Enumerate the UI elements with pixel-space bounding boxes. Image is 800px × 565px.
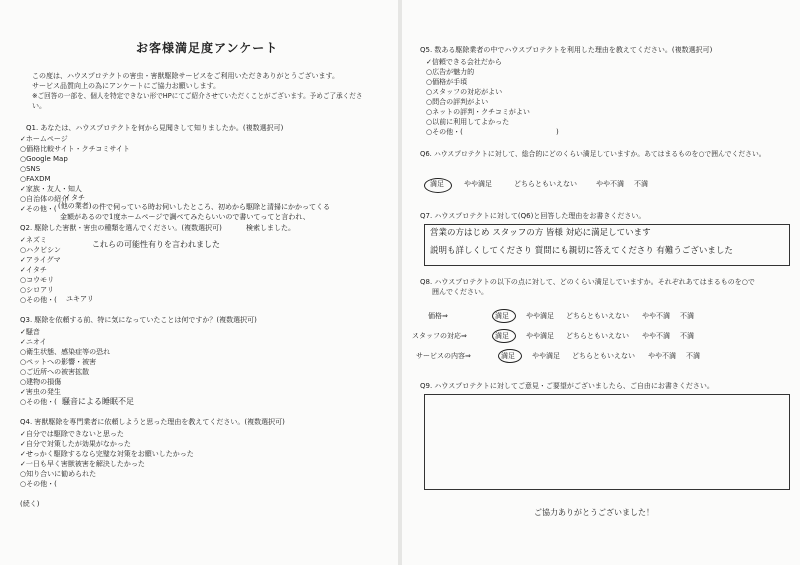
q4-option[interactable]: ✓せっかく駆除するなら完璧な対策をお願いしたかった — [20, 450, 194, 458]
q7-answer-handwriting: 説明も詳しくしてくださり 質問にも親切に答えてくださり 有難うございました — [430, 246, 733, 256]
q8-row-label: 価格⇒ — [428, 312, 448, 320]
q2-question: Q2. 駆除した害獣・害虫の種類を選んでください。(複数選択可) — [20, 224, 222, 232]
q4-option[interactable]: ✓一日も早く害獣被害を解決したかった — [20, 460, 145, 468]
q5-other-close: ) — [556, 128, 559, 136]
thanks-message: ご協力ありがとうございました！ — [534, 508, 654, 517]
q8-option[interactable]: やや満足 — [526, 332, 554, 340]
q6-question: Q6. ハウスプロテクトに対して、総合的にどのくらい満足していますか。あてはまるものを○で囲んでください。 — [420, 150, 766, 158]
q2-option[interactable]: ✓ネズミ — [20, 236, 47, 244]
q8-option[interactable]: 満足 — [495, 312, 509, 320]
q5-option[interactable]: ○ネットの評判・クチコミがよい — [426, 108, 530, 116]
q2-option[interactable]: ○ハクビシン — [20, 246, 61, 254]
q2-option[interactable]: ✓アライグマ — [20, 256, 61, 264]
q4-option[interactable]: ○知り合いに勧められた — [20, 470, 97, 478]
q4-option[interactable]: ✓自分では駆除できないと思った — [20, 430, 124, 438]
q6-option[interactable]: 不満 — [634, 180, 648, 188]
q3-option[interactable]: ✓害虫の発生 — [20, 388, 61, 396]
q8-option[interactable]: 満足 — [495, 332, 509, 340]
q2-option[interactable]: ○コウモリ — [20, 276, 55, 284]
q1-option[interactable]: ○自治体の紹介 — [20, 195, 69, 203]
q1-question: Q1. あなたは、ハウスプロテクトを何から見聞きして知りましたか。(複数選択可) — [26, 124, 284, 132]
q5-option[interactable]: ○その他・( — [426, 128, 463, 136]
survey-title: お客様満足度アンケート — [136, 41, 279, 55]
q1-option[interactable]: ○FAXDM — [20, 175, 51, 183]
q8-question: Q8. ハウスプロテクトの以下の点に対して、どのくらい満足していますか。それぞれあてはまるものを○で — [420, 278, 755, 286]
q3-option[interactable]: ✓ニオイ — [20, 338, 47, 346]
q1-other-handwriting: の件で伺っている時お伺いしたところ、初めから駆除と清掃にかかってくる — [92, 203, 330, 211]
q8-option[interactable]: やや不満 — [642, 312, 670, 320]
q2-other-handwriting: ユキアリ — [66, 295, 94, 303]
survey-page-right — [402, 0, 800, 565]
q1-option[interactable]: ○価格比較サイト・クチコミサイト — [20, 145, 130, 153]
q7-question: Q7. ハウスプロテクトに対して(Q6)と回答した理由をお書きください。 — [420, 212, 646, 220]
q9-answer-box[interactable] — [424, 394, 790, 490]
q6-option[interactable]: どちらともいえない — [514, 180, 577, 188]
q1-option[interactable]: ✓ホームページ — [20, 135, 68, 143]
q1-option[interactable]: ○Google Map — [20, 155, 68, 163]
intro-line: この度は、ハウスプロテクトの害虫・害獣駆除サービスをご利用いただきありがとうございます。 — [32, 72, 339, 80]
q1-option[interactable]: ✓家族・友人・知人 — [20, 185, 82, 193]
q8-row-label: スタッフの対応⇒ — [412, 332, 467, 340]
q3-option[interactable]: ○建物の損傷 — [20, 378, 62, 386]
q9-question: Q9. ハウスプロテクトに対してご意見・ご要望がございましたら、ご自由にお書きください。 — [420, 382, 714, 390]
q5-question: Q5. 数ある駆除業者の中でハウスプロテクトを利用した理由を教えてください。(複数選択可) — [420, 46, 713, 54]
q8-option[interactable]: やや満足 — [532, 352, 560, 360]
q8-option[interactable]: 不満 — [686, 352, 700, 360]
q4-option[interactable]: ✓自分で対策したが効果がなかった — [20, 440, 131, 448]
intro-line: ※ご回答の一部を、個人を特定できない形でHPにてご紹介させていただくことがございます。予めご了承くださ — [32, 92, 363, 100]
q8-row-label: サービスの内容⇒ — [416, 352, 471, 360]
q5-option[interactable]: ○価格が手頃 — [426, 78, 468, 86]
q5-option[interactable]: ✓信頼できる会社だから — [426, 58, 502, 66]
q4-question: Q4. 害獣駆除を専門業者に依頼しようと思った理由を教えてください。(複数選択可) — [20, 418, 285, 426]
q2-note-handwriting: これらの可能性有りを言われました — [92, 240, 220, 249]
q1-option[interactable]: ○SNS — [20, 165, 41, 173]
continued-label: (続く) — [20, 500, 40, 508]
q3-option[interactable]: ○ペットへの影響・被害 — [20, 358, 97, 366]
q8-option[interactable]: やや不満 — [642, 332, 670, 340]
q8-option[interactable]: やや不満 — [648, 352, 676, 360]
q7-answer-handwriting: 営業の方はじめ スタッフの方 皆様 対応に満足しています — [430, 228, 651, 238]
q8-option[interactable]: やや満足 — [526, 312, 554, 320]
q3-other-handwriting: 騒音による睡眠不足 — [62, 397, 134, 406]
q8-option[interactable]: 満足 — [501, 352, 515, 360]
q1-other-handwriting: (他の業者) — [58, 202, 92, 210]
q3-option[interactable]: ○ご近所への被害拡散 — [20, 368, 90, 376]
q8-option[interactable]: どちらともいえない — [572, 352, 635, 360]
q5-option[interactable]: ○問合の評判がよい — [426, 98, 489, 106]
q3-option[interactable]: ○衛生状態、感染症等の恐れ — [20, 348, 111, 356]
q1-other-handwriting: 金額があるので1度ホームページで調べてみたらいいので書いてってと言われ、 — [60, 213, 310, 221]
q8-question: 囲んでください。 — [432, 288, 488, 296]
q2-option[interactable]: ✓イタチ — [20, 266, 47, 274]
intro-line: い。 — [32, 102, 46, 110]
q4-option[interactable]: ○その他・( — [20, 480, 57, 488]
q5-option[interactable]: ○広告が魅力的 — [426, 68, 475, 76]
q8-option[interactable]: どちらともいえない — [566, 312, 629, 320]
q2-option[interactable]: ○シロアリ — [20, 286, 54, 294]
q6-option[interactable]: やや満足 — [464, 180, 492, 188]
survey-page-left — [0, 0, 398, 565]
q2-option[interactable]: ○その他・( — [20, 296, 57, 304]
q1-other-handwriting: イタチ — [64, 194, 85, 202]
q6-option[interactable]: 満足 — [430, 180, 444, 188]
q5-option[interactable]: ○以前に利用してよかった — [426, 118, 510, 126]
q1-option[interactable]: ✓その他・( — [20, 205, 57, 213]
q3-question: Q3. 駆除を依頼する前、特に気になっていたことは何ですか？(複数選択可) — [20, 316, 257, 324]
q3-option[interactable]: ○その他・( — [20, 398, 57, 406]
q6-option[interactable]: やや不満 — [596, 180, 624, 188]
q3-option[interactable]: ✓騒音 — [20, 328, 40, 336]
q5-option[interactable]: ○スタッフの対応がよい — [426, 88, 503, 96]
q8-option[interactable]: どちらともいえない — [566, 332, 629, 340]
q8-option[interactable]: 不満 — [680, 312, 694, 320]
q1-other-handwriting: 検索しました。 — [246, 224, 295, 232]
intro-line: サービス品質向上の為にアンケートにご協力お願いします。 — [32, 82, 221, 90]
q8-option[interactable]: 不満 — [680, 332, 694, 340]
